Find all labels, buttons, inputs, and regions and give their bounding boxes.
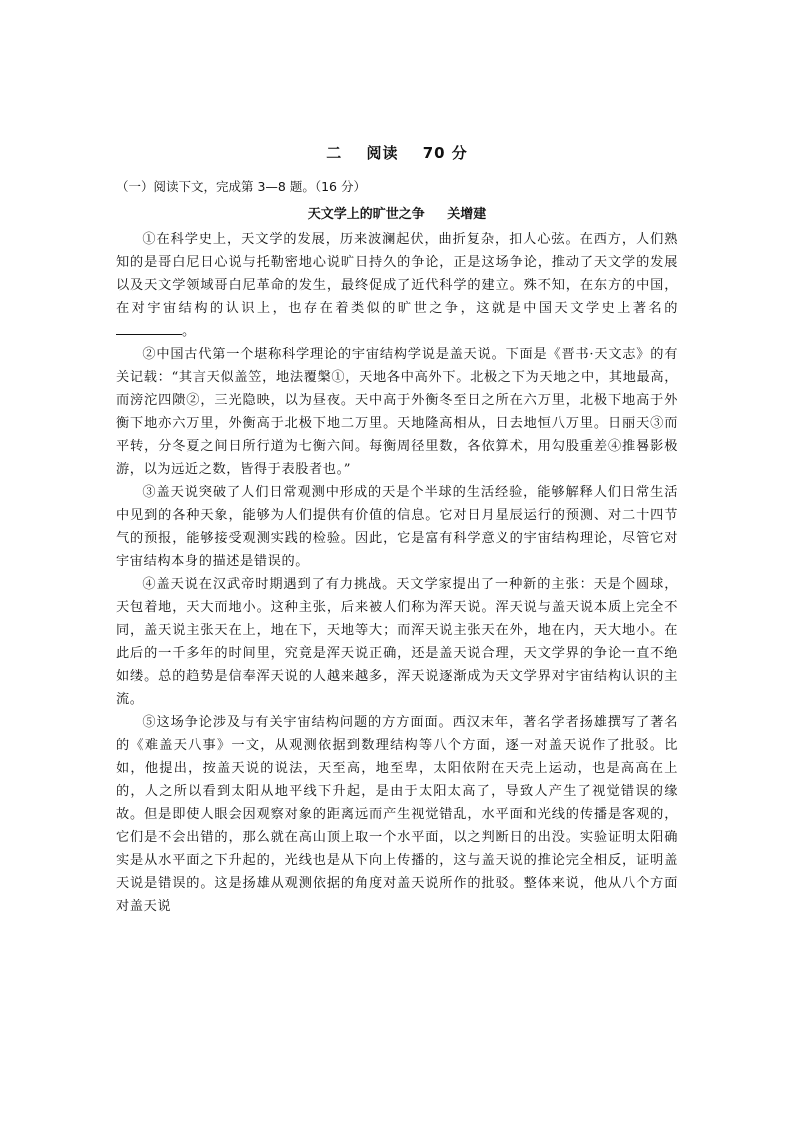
- article-title: 天文学上的旷世之争: [307, 207, 425, 222]
- section-title: [116, 142, 678, 163]
- paragraph-1-end: 。: [182, 324, 196, 339]
- section-number: 二: [326, 144, 343, 162]
- article-heading: [116, 203, 678, 222]
- section-name: 阅读: [366, 144, 399, 162]
- document-page: [116, 142, 678, 918]
- paragraph-5: ⑤这场争论涉及与有关宇宙结构问题的方方面面。西汉末年，著名学者扬雄撰写了著名的《难盖天八事》一文，从观测依据到数理结构等八个方面，逐一对盖天说作了批驳。比如，他提出，按盖天说的说法，天至高，地至卑，太阳依附在天壳上运动，也是高高在上的，人之所以看到太阳从地平线下升起，是由于太阳太高了，导致人产生了视觉错误的缘故。但是即使人眼会因观察对象的距离远而产生视觉错乱，水平面和光线的传播是客观的，它们是不会出错的，那么就在高山顶上取一个水平面，以之判断日的出没。实验证明太阳确实是从水平面之下升起的，光线也是从下向上传播的，这与盖天说的推论完全相反，证明盖天说是错误的。这是扬雄从观测依据的角度对盖天说所作的批驳。整体来说，他从八个方面对盖天说: [116, 715, 678, 914]
- paragraph-1: [116, 228, 678, 343]
- paragraph-2: ②中国古代第一个堪称科学理论的宇宙结构学说是盖天说。下面是《晋书·天文志》的有关记载：“其言天似盖笠，地法覆槃①，天地各中高外下。北极之下为天地之中，其地最高，而滂沱四𬯎②，三光隐映，以为昼夜。天中高于外衡冬至日之所在六万里，北极下地高于外衡下地亦六万里，外衡高于北极下地二万里。天地隆高相从，日去地恒八万里。日丽天③而平转，分冬夏之间日所行道为七衡六间。每衡周径里数，各依算术，用勾股重差④推晷影极游，以为远近之数，皆得于表股者也。”: [116, 347, 678, 477]
- question-instruction: （一）阅读下文，完成第 3—8 题。（16 分）: [116, 179, 366, 194]
- paragraph-3: ③盖天说突破了人们日常观测中形成的天是个半球的生活经验，能够解释人们日常生活中见到的各种天象，能够为人们提供有价值的信息。它对日月星辰运行的预测、对二十四节气的预报，能够接受观测实践的检验。因此，它是富有科学意义的宇宙结构理论，尽管它对宇宙结构本身的描述是错误的。: [116, 485, 678, 569]
- section-score: 70 分: [422, 144, 468, 162]
- paragraph-4: ④盖天说在汉武帝时期遇到了有力挑战。天文学家提出了一种新的主张：天是个圆球，天包着地，天大而地小。这种主张，后来被人们称为浑天说。浑天说与盖天说本质上完全不同，盖天说主张天在上，地在下，天地等大；而浑天说主张天在外，地在内，天大地小。在此后的一千多年的时间里，究竟是浑天说正确，还是盖天说合理，天文学界的争论一直不绝如缕。总的趋势是信奉浑天说的人越来越多，浑天说逐渐成为天文学界对宇宙结构认识的主流。: [116, 577, 678, 707]
- fill-in-blank: [116, 320, 182, 335]
- paragraph-1-text: ①在科学史上，天文学的发展，历来波澜起伏，曲折复杂，扣人心弦。在西方，人们熟知的是哥白尼日心说与托勒密地心说旷日持久的争论，正是这场争论，推动了天文学的发展以及天文学领域哥白尼革命的发生，最终促成了近代科学的建立。殊不知，在东方的中国，在对宇宙结构的认识上，也存在着类似的旷世之争，这就是中国天文学史上著名的: [116, 232, 678, 316]
- article-author: 关增建: [447, 207, 487, 222]
